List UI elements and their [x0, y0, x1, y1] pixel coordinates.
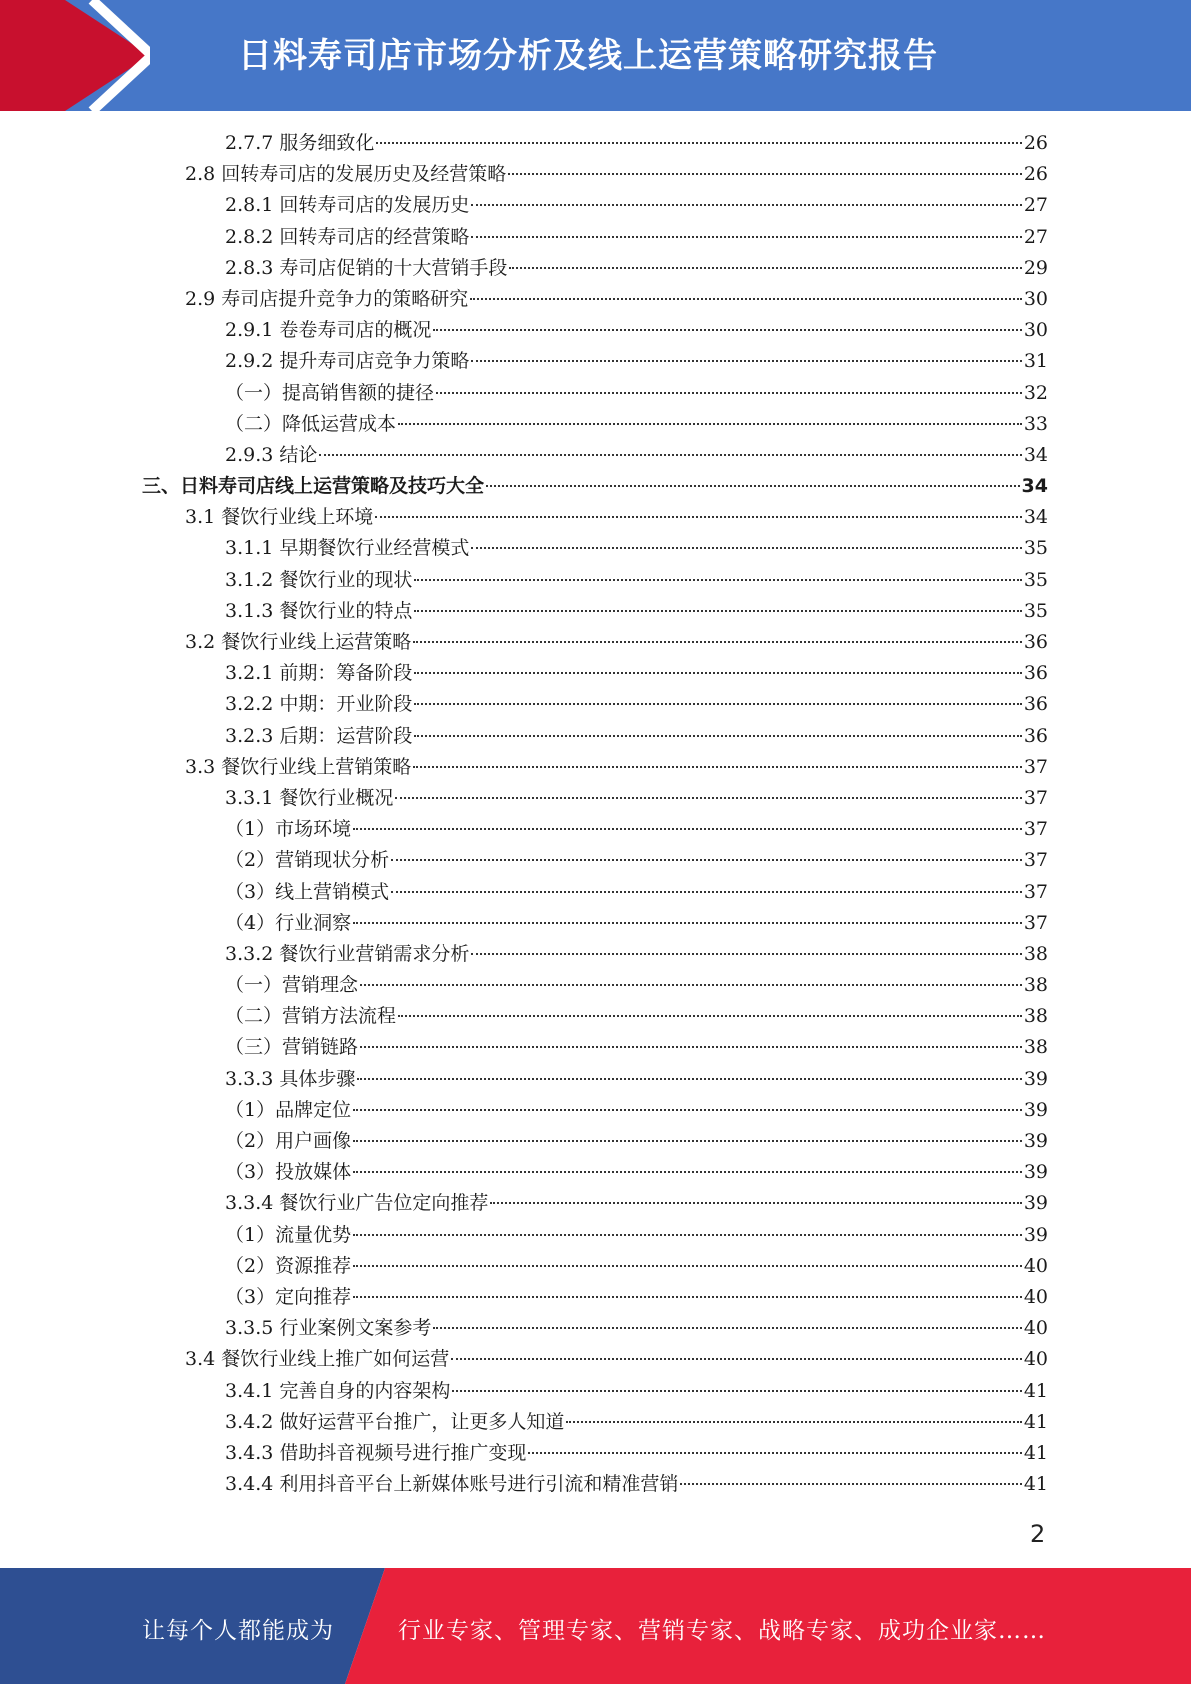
toc-entry-label: （二）降低运营成本 — [225, 412, 397, 435]
toc-entry-label: （1）品牌定位 — [225, 1098, 352, 1121]
toc-dot-leader — [391, 859, 1022, 861]
toc-subsection-entry[interactable] — [0, 1282, 1048, 1313]
toc-entry-page: 35 — [1023, 599, 1048, 622]
toc-subsection-entry[interactable] — [0, 253, 1048, 284]
toc-entry-page: 31 — [1023, 350, 1048, 373]
toc-entry-label: 2.8.1 回转寿司店的发展历史 — [225, 194, 470, 217]
toc-entry-label: 3.4 餐饮行业线上推广如何运营 — [185, 1348, 450, 1371]
toc-dot-leader — [470, 298, 1022, 300]
toc-dot-leader — [490, 1202, 1021, 1204]
toc-entry-page: 39 — [1023, 1098, 1048, 1121]
toc-entry-label: 3.3.2 餐饮行业营销需求分析 — [225, 942, 470, 965]
toc-dot-leader — [353, 1296, 1022, 1298]
toc-dot-leader — [398, 1015, 1022, 1017]
toc-entry-page: 30 — [1023, 287, 1048, 310]
toc-dot-leader — [353, 1171, 1022, 1173]
toc-dot-leader — [353, 1109, 1022, 1111]
toc-dot-leader — [360, 1046, 1022, 1048]
toc-subsection-entry[interactable] — [0, 845, 1048, 876]
toc-entry-label: （1）市场环境 — [225, 818, 352, 841]
toc-entry-label: 3.1.2 餐饮行业的现状 — [225, 568, 413, 591]
toc-dot-leader — [471, 547, 1021, 549]
toc-subsection-entry[interactable] — [0, 190, 1048, 221]
toc-entry-label: （一）营销理念 — [225, 974, 359, 997]
toc-subsection-entry[interactable] — [0, 409, 1048, 440]
toc-entry-label: （1）流量优势 — [225, 1223, 352, 1246]
toc-entry-page: 39 — [1023, 1161, 1048, 1184]
toc-entry-label: 2.9.2 提升寿司店竞争力策略 — [225, 350, 470, 373]
toc-entry-page: 37 — [1023, 911, 1048, 934]
toc-entry-page: 26 — [1023, 132, 1048, 154]
toc-subsection-entry[interactable] — [0, 1001, 1048, 1032]
toc-entry-label: 2.9.1 卷卷寿司店的概况 — [225, 319, 432, 342]
toc-entry-label: （2）营销现状分析 — [225, 849, 390, 872]
toc-entry-page: 37 — [1023, 786, 1048, 809]
toc-dot-leader — [452, 1390, 1021, 1392]
toc-section-entry[interactable] — [0, 1344, 1048, 1375]
toc-entry-page: 37 — [1023, 755, 1048, 778]
toc-entry-label: 2.9.3 结论 — [225, 443, 318, 466]
toc-entry-label: 3.3.4 餐饮行业广告位定向推荐 — [225, 1192, 489, 1215]
toc-entry-page: 41 — [1023, 1410, 1048, 1433]
toc-dot-leader — [471, 360, 1021, 362]
toc-entry-label: 3.3 餐饮行业线上营销策略 — [185, 755, 412, 778]
toc-section-entry[interactable] — [0, 627, 1048, 658]
toc-entry-label: （2）用户画像 — [225, 1130, 352, 1152]
toc-entry-page: 37 — [1023, 880, 1048, 903]
toc-entry-label: 3.4.4 利用抖音平台上新媒体账号进行引流和精准营销 — [225, 1473, 679, 1496]
toc-entry-label: 三、日料寿司店线上运营策略及技巧大全 — [142, 475, 485, 498]
toc-subsection-entry[interactable] — [0, 596, 1048, 627]
toc-entry-label: 3.4.2 做好运营平台推广，让更多人知道 — [225, 1410, 565, 1433]
toc-entry-page: 34 — [1023, 443, 1048, 466]
toc-dot-leader — [433, 1327, 1021, 1329]
toc-subsection-entry[interactable] — [0, 1032, 1048, 1063]
page-number: 2 — [1030, 1520, 1046, 1548]
toc-subsection-entry[interactable] — [0, 128, 1048, 159]
toc-entry-page: 38 — [1023, 1005, 1048, 1028]
toc-entry-label: 3.3.3 具体步骤 — [225, 1067, 356, 1090]
toc-subsection-entry[interactable] — [0, 1469, 1048, 1500]
footer-roles: 行业专家、管理专家、营销专家、战略专家、成功企业家…… — [398, 1618, 1046, 1644]
toc-entry-label: （二）营销方法流程 — [225, 1005, 397, 1028]
toc-subsection-entry[interactable] — [0, 1376, 1048, 1407]
toc-subsection-entry[interactable] — [0, 908, 1048, 939]
toc-subsection-entry[interactable] — [0, 1313, 1048, 1344]
toc-entry-page: 40 — [1023, 1348, 1048, 1371]
toc-dot-leader — [353, 1234, 1022, 1236]
toc-section-entry[interactable] — [0, 284, 1048, 315]
toc-subsection-entry[interactable] — [0, 1251, 1048, 1282]
toc-subsection-entry[interactable] — [0, 533, 1048, 564]
toc-dot-leader — [353, 1265, 1022, 1267]
toc-entry-label: 2.9 寿司店提升竞争力的策略研究 — [185, 287, 469, 310]
toc-entry-page: 40 — [1023, 1285, 1048, 1308]
toc-entry-label: 3.4.1 完善自身的内容架构 — [225, 1379, 451, 1402]
toc-entry-page: 37 — [1023, 849, 1048, 872]
toc-entry-label: （2）资源推荐 — [225, 1254, 352, 1277]
footer-banner — [0, 1568, 1191, 1684]
toc-entry-page: 39 — [1023, 1067, 1048, 1090]
toc-entry-label: （一）提高销售额的捷径 — [225, 381, 435, 404]
toc-section-entry[interactable] — [0, 159, 1048, 190]
toc-entry-label: 3.2 餐饮行业线上运营策略 — [185, 631, 412, 653]
toc-section-entry[interactable] — [0, 502, 1048, 533]
toc-subsection-entry[interactable] — [0, 939, 1048, 970]
footer-slogan: 让每个人都能成为 — [142, 1618, 334, 1644]
toc-dot-leader — [357, 1078, 1021, 1080]
toc-chapter-entry[interactable] — [0, 471, 1048, 502]
toc-entry-page: 40 — [1023, 1254, 1048, 1277]
toc-entry-page: 38 — [1023, 974, 1048, 997]
toc-entry-label: 3.2.2 中期：开业阶段 — [225, 693, 413, 716]
toc-entry-page: 38 — [1023, 1036, 1048, 1059]
toc-dot-leader — [414, 735, 1021, 737]
toc-entry-label: 3.4.3 借助抖音视频号进行推广变现 — [225, 1441, 527, 1464]
toc-subsection-entry[interactable] — [0, 689, 1048, 720]
toc-entry-label: 2.7.7 服务细致化 — [225, 132, 375, 154]
toc-entry-page: 41 — [1023, 1473, 1048, 1496]
toc-entry-page: 41 — [1023, 1379, 1048, 1402]
toc-subsection-entry[interactable] — [0, 783, 1048, 814]
toc-dot-leader — [353, 1140, 1022, 1142]
toc-entry-page: 41 — [1023, 1441, 1048, 1464]
toc-entry-label: 3.1 餐饮行业线上环境 — [185, 506, 374, 529]
toc-dot-leader — [509, 267, 1021, 269]
toc-entry-label: （4）行业洞察 — [225, 911, 352, 934]
toc-entry-label: 3.1.3 餐饮行业的特点 — [225, 599, 413, 622]
toc-entry-label: （3）投放媒体 — [225, 1161, 352, 1184]
toc-dot-leader — [433, 329, 1021, 331]
toc-entry-page: 27 — [1023, 225, 1048, 248]
toc-entry-page: 35 — [1023, 568, 1048, 591]
toc-dot-leader — [413, 766, 1022, 768]
toc-entry-label: （3）定向推荐 — [225, 1285, 352, 1308]
toc-dot-leader — [528, 1452, 1021, 1454]
toc-dot-leader — [471, 204, 1021, 206]
toc-entry-page: 39 — [1023, 1192, 1048, 1215]
toc-entry-page: 32 — [1023, 381, 1048, 404]
toc-subsection-entry[interactable] — [0, 1220, 1048, 1251]
toc-dot-leader — [375, 516, 1022, 518]
toc-entry-page: 38 — [1023, 942, 1048, 965]
toc-dot-leader — [566, 1421, 1021, 1423]
toc-dot-leader — [319, 454, 1021, 456]
report-title: 日料寿司店市场分析及线上运营策略研究报告 — [238, 36, 938, 76]
toc-dot-leader — [414, 610, 1021, 612]
toc-dot-leader — [508, 173, 1022, 175]
toc-dot-leader — [680, 1483, 1021, 1485]
toc-dot-leader — [360, 984, 1022, 986]
toc-entry-page: 36 — [1023, 662, 1048, 685]
toc-entry-label: 2.8.3 寿司店促销的十大营销手段 — [225, 256, 508, 279]
toc-dot-leader — [486, 485, 1020, 487]
toc-subsection-entry[interactable] — [0, 1064, 1048, 1095]
toc-dot-leader — [353, 922, 1022, 924]
toc-entry-page: 35 — [1023, 537, 1048, 560]
toc-entry-page: 39 — [1023, 1223, 1048, 1246]
toc-subsection-entry[interactable] — [0, 877, 1048, 908]
toc-dot-leader — [471, 236, 1021, 238]
toc-entry-page: 36 — [1023, 724, 1048, 747]
toc-entry-label: 3.3.5 行业案例文案参考 — [225, 1317, 432, 1340]
toc-entry-page: 39 — [1023, 1130, 1048, 1152]
toc-subsection-entry[interactable] — [0, 1407, 1048, 1438]
toc-dot-leader — [353, 828, 1022, 830]
toc-entry-label: 2.8 回转寿司店的发展历史及经营策略 — [185, 163, 507, 186]
toc-dot-leader — [436, 392, 1022, 394]
header-banner — [0, 0, 1191, 111]
toc-subsection-entry[interactable] — [0, 222, 1048, 253]
toc-entry-page: 26 — [1023, 163, 1048, 186]
toc-entry-label: （3）线上营销模式 — [225, 880, 390, 903]
toc-dot-leader — [471, 953, 1021, 955]
toc-subsection-entry[interactable] — [0, 1438, 1048, 1469]
toc-entry-label: 3.1.1 早期餐饮行业经营模式 — [225, 537, 470, 560]
toc-subsection-entry[interactable] — [0, 565, 1048, 596]
toc-dot-leader — [414, 579, 1021, 581]
toc-dot-leader — [376, 142, 1021, 144]
toc-subsection-entry[interactable] — [0, 814, 1048, 845]
toc-dot-leader — [451, 1358, 1022, 1360]
toc-subsection-entry[interactable] — [0, 658, 1048, 689]
toc-subsection-entry[interactable] — [0, 721, 1048, 752]
toc-entry-page: 27 — [1023, 194, 1048, 217]
toc-entry-page: 36 — [1023, 631, 1048, 653]
toc-entry-page: 34 — [1021, 475, 1048, 498]
toc-dot-leader — [391, 891, 1022, 893]
toc-dot-leader — [414, 672, 1021, 674]
toc-entry-page: 40 — [1023, 1317, 1048, 1340]
toc-entry-page: 36 — [1023, 693, 1048, 716]
toc-subsection-entry[interactable] — [0, 315, 1048, 346]
toc-dot-leader — [414, 703, 1021, 705]
red-chevron-decoration — [0, 0, 150, 111]
toc-entry-label: 3.3.1 餐饮行业概况 — [225, 786, 394, 809]
toc-subsection-entry[interactable] — [0, 346, 1048, 377]
toc-subsection-entry[interactable] — [0, 1157, 1048, 1188]
toc-entry-label: 3.2.1 前期：筹备阶段 — [225, 662, 413, 685]
toc-entry-label: （三）营销链路 — [225, 1036, 359, 1059]
toc-entry-label: 2.8.2 回转寿司店的经营策略 — [225, 225, 470, 248]
toc-entry-page: 37 — [1023, 818, 1048, 841]
toc-entry-page: 29 — [1023, 256, 1048, 279]
toc-entry-page: 34 — [1023, 506, 1048, 529]
toc-dot-leader — [398, 423, 1022, 425]
toc-dot-leader — [395, 797, 1021, 799]
toc-subsection-entry[interactable] — [0, 1095, 1048, 1126]
toc-section-entry[interactable] — [0, 752, 1048, 783]
toc-subsection-entry[interactable] — [0, 378, 1048, 409]
toc-entry-label: 3.2.3 后期：运营阶段 — [225, 724, 413, 747]
toc-subsection-entry[interactable] — [0, 970, 1048, 1001]
toc-entry-page: 30 — [1023, 319, 1048, 342]
toc-entry-page: 33 — [1023, 412, 1048, 435]
toc-subsection-entry[interactable] — [0, 1126, 1048, 1157]
toc-subsection-entry[interactable] — [0, 440, 1048, 471]
toc-dot-leader — [413, 641, 1022, 643]
toc-subsection-entry[interactable] — [0, 1188, 1048, 1219]
table-of-contents — [0, 128, 1191, 1500]
